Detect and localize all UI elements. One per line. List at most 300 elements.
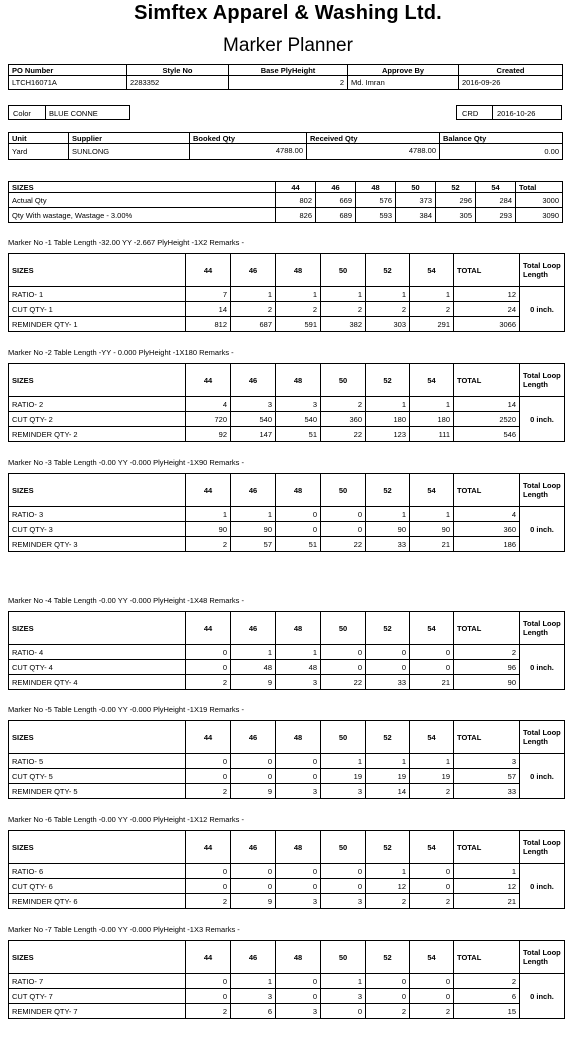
loop-length-value: 0 inch. bbox=[520, 754, 565, 799]
table-row bbox=[9, 989, 565, 1004]
marker-header-cell: TOTAL bbox=[454, 721, 520, 754]
cell: 21 bbox=[410, 675, 454, 690]
marker-header-cell: Total Loop Length bbox=[520, 364, 565, 397]
marker-header-cell: 48 bbox=[276, 721, 321, 754]
cell: 360 bbox=[321, 412, 366, 427]
marker-header-cell: Total Loop Length bbox=[520, 831, 565, 864]
row-label: RATIO- 2 bbox=[9, 397, 186, 412]
row-label: CUT QTY- 4 bbox=[9, 660, 186, 675]
marker-header-cell: 50 bbox=[321, 831, 366, 864]
cell: 57 bbox=[231, 537, 276, 552]
report-title: Marker Planner bbox=[223, 35, 353, 56]
cell: 0 bbox=[410, 989, 454, 1004]
row-label: REMINDER QTY- 1 bbox=[9, 317, 186, 332]
loop-length-value: 0 inch. bbox=[520, 397, 565, 442]
cell: 0 bbox=[410, 879, 454, 894]
cell: 2 bbox=[410, 1004, 454, 1019]
base-plyheight-value: 2 bbox=[229, 76, 348, 90]
table-row bbox=[9, 302, 565, 317]
base-plyheight-header: Base PlyHeight bbox=[229, 65, 348, 76]
marker-caption: Marker No -2 Table Length -YY - 0.000 PlyHeight -1X180 Remarks - bbox=[8, 348, 234, 357]
cell: 48 bbox=[231, 660, 276, 675]
loop-length-value: 0 inch. bbox=[520, 507, 565, 552]
marker-header-cell: 46 bbox=[231, 721, 276, 754]
marker-header-cell: 54 bbox=[410, 254, 454, 287]
marker-header-cell: 50 bbox=[321, 941, 366, 974]
marker-header-cell: SIZES bbox=[9, 474, 186, 507]
cell: 3 bbox=[276, 1004, 321, 1019]
cell: 0 bbox=[321, 1004, 366, 1019]
cell: 90 bbox=[366, 522, 410, 537]
cell: 1 bbox=[321, 974, 366, 989]
size-44-header: 44 bbox=[276, 182, 316, 193]
cell: 2 bbox=[276, 302, 321, 317]
cell: 3 bbox=[321, 784, 366, 799]
cell: 9 bbox=[231, 784, 276, 799]
cell: 687 bbox=[231, 317, 276, 332]
cell: 669 bbox=[316, 193, 356, 208]
marker-caption: Marker No -6 Table Length -0.00 YY -0.000 PlyHeight -1X12 Remarks - bbox=[8, 815, 244, 824]
marker-header-cell: 46 bbox=[231, 831, 276, 864]
marker-header-cell: 50 bbox=[321, 721, 366, 754]
cell: 2 bbox=[186, 784, 231, 799]
cell: 3 bbox=[321, 989, 366, 1004]
cell: 293 bbox=[476, 208, 516, 223]
po-number-value: LTCH16071A bbox=[9, 76, 127, 90]
crd-label: CRD bbox=[462, 109, 479, 118]
cell: 3 bbox=[321, 894, 366, 909]
size-48-header: 48 bbox=[356, 182, 396, 193]
cell: 0 bbox=[231, 879, 276, 894]
cell: 2 bbox=[366, 1004, 410, 1019]
size-46-header: 46 bbox=[316, 182, 356, 193]
total-header: Total bbox=[516, 182, 563, 193]
marker-header-cell: 52 bbox=[366, 612, 410, 645]
cell: 0 bbox=[186, 974, 231, 989]
cell: 0 bbox=[276, 507, 321, 522]
marker-header-cell: 46 bbox=[231, 612, 276, 645]
marker-header-cell: 46 bbox=[231, 254, 276, 287]
cell: 1 bbox=[276, 645, 321, 660]
cell: 1 bbox=[366, 397, 410, 412]
marker-header-cell: 54 bbox=[410, 831, 454, 864]
cell: 6 bbox=[454, 989, 520, 1004]
cell: 720 bbox=[186, 412, 231, 427]
marker-caption: Marker No -4 Table Length -0.00 YY -0.000 PlyHeight -1X48 Remarks - bbox=[8, 596, 244, 605]
loop-length-value: 0 inch. bbox=[520, 974, 565, 1019]
cell: 0 bbox=[231, 769, 276, 784]
cell: 0 bbox=[276, 754, 321, 769]
cell: 546 bbox=[454, 427, 520, 442]
cell: 0 bbox=[410, 974, 454, 989]
cell: 180 bbox=[410, 412, 454, 427]
cell: 57 bbox=[454, 769, 520, 784]
cell: 284 bbox=[476, 193, 516, 208]
table-row bbox=[9, 397, 565, 412]
cell: 2 bbox=[186, 537, 231, 552]
cell: 33 bbox=[454, 784, 520, 799]
marker-header-cell: 48 bbox=[276, 612, 321, 645]
cell: 1 bbox=[231, 645, 276, 660]
cell: 3066 bbox=[454, 317, 520, 332]
cell: 1 bbox=[231, 507, 276, 522]
cell: 147 bbox=[231, 427, 276, 442]
row-label: RATIO- 3 bbox=[9, 507, 186, 522]
cell: 0 bbox=[276, 769, 321, 784]
marker-table bbox=[8, 720, 565, 799]
marker-header-cell: 54 bbox=[410, 474, 454, 507]
marker-table bbox=[8, 473, 565, 552]
cell: 14 bbox=[454, 397, 520, 412]
cell: 51 bbox=[276, 427, 321, 442]
cell: 22 bbox=[321, 537, 366, 552]
cell: 19 bbox=[321, 769, 366, 784]
marker-header-cell: 52 bbox=[366, 941, 410, 974]
cell: 2520 bbox=[454, 412, 520, 427]
marker-header-cell: 52 bbox=[366, 474, 410, 507]
cell: 826 bbox=[276, 208, 316, 223]
cell: 0 bbox=[321, 660, 366, 675]
size-50-header: 50 bbox=[396, 182, 436, 193]
cell: 576 bbox=[356, 193, 396, 208]
cell: 3000 bbox=[516, 193, 563, 208]
cell: 0 bbox=[321, 879, 366, 894]
cell: 0 bbox=[276, 989, 321, 1004]
cell: 3 bbox=[276, 784, 321, 799]
row-label: CUT QTY- 3 bbox=[9, 522, 186, 537]
cell: 21 bbox=[454, 894, 520, 909]
cell: 2 bbox=[186, 1004, 231, 1019]
table-row bbox=[9, 784, 565, 799]
marker-caption: Marker No -5 Table Length -0.00 YY -0.000 PlyHeight -1X19 Remarks - bbox=[8, 705, 244, 714]
marker-header-cell: SIZES bbox=[9, 254, 186, 287]
marker-caption: Marker No -3 Table Length -0.00 YY -0.000 PlyHeight -1X90 Remarks - bbox=[8, 458, 244, 467]
cell: 7 bbox=[186, 287, 231, 302]
cell: 186 bbox=[454, 537, 520, 552]
style-no-header: Style No bbox=[127, 65, 229, 76]
created-header: Created bbox=[459, 65, 563, 76]
table-row bbox=[9, 879, 565, 894]
cell: 14 bbox=[186, 302, 231, 317]
company-name: Simftex Apparel & Washing Ltd. bbox=[134, 2, 442, 24]
marker-header-cell: 44 bbox=[186, 364, 231, 397]
cell: 6 bbox=[231, 1004, 276, 1019]
marker-header-cell: 54 bbox=[410, 364, 454, 397]
marker-header-cell: 46 bbox=[231, 474, 276, 507]
marker-header-cell: TOTAL bbox=[454, 474, 520, 507]
cell: 0 bbox=[276, 864, 321, 879]
cell: 90 bbox=[231, 522, 276, 537]
cell: 2 bbox=[366, 302, 410, 317]
cell: 4 bbox=[454, 507, 520, 522]
booked-qty-header: Booked Qty bbox=[190, 133, 307, 144]
marker-header-cell: 52 bbox=[366, 254, 410, 287]
table-row bbox=[9, 317, 565, 332]
row-label: REMINDER QTY- 4 bbox=[9, 675, 186, 690]
cell: 0 bbox=[410, 645, 454, 660]
cell: 22 bbox=[321, 675, 366, 690]
table-row bbox=[9, 208, 563, 223]
cell: 0 bbox=[276, 522, 321, 537]
marker-table bbox=[8, 363, 565, 442]
marker-header-cell: 46 bbox=[231, 364, 276, 397]
table-row bbox=[9, 864, 565, 879]
cell: 384 bbox=[396, 208, 436, 223]
marker-header-cell: SIZES bbox=[9, 364, 186, 397]
cell: 2 bbox=[186, 894, 231, 909]
marker-header-cell: 46 bbox=[231, 941, 276, 974]
marker-header-cell: TOTAL bbox=[454, 941, 520, 974]
color-divider bbox=[45, 106, 46, 119]
marker-header-cell: 54 bbox=[410, 721, 454, 754]
marker-table bbox=[8, 830, 565, 909]
row-label: RATIO- 1 bbox=[9, 287, 186, 302]
row-label: CUT QTY- 6 bbox=[9, 879, 186, 894]
supplier-header: Supplier bbox=[69, 133, 190, 144]
cell: 812 bbox=[186, 317, 231, 332]
marker-header-cell: SIZES bbox=[9, 721, 186, 754]
cell: 1 bbox=[366, 507, 410, 522]
marker-header-cell: TOTAL bbox=[454, 254, 520, 287]
size-54-header: 54 bbox=[476, 182, 516, 193]
supply-table bbox=[8, 132, 563, 160]
row-label: REMINDER QTY- 5 bbox=[9, 784, 186, 799]
cell: 305 bbox=[436, 208, 476, 223]
cell: 2 bbox=[366, 894, 410, 909]
cell: 180 bbox=[366, 412, 410, 427]
cell: 12 bbox=[454, 287, 520, 302]
cell: 22 bbox=[321, 427, 366, 442]
marker-table bbox=[8, 611, 565, 690]
cell: 0 bbox=[186, 864, 231, 879]
marker-header-cell: 44 bbox=[186, 474, 231, 507]
cell: 1 bbox=[366, 864, 410, 879]
row-label: CUT QTY- 7 bbox=[9, 989, 186, 1004]
row-label: Actual Qty bbox=[9, 193, 276, 208]
sizes-header: SIZES bbox=[9, 182, 276, 193]
marker-header-cell: 48 bbox=[276, 941, 321, 974]
cell: 15 bbox=[454, 1004, 520, 1019]
cell: 1 bbox=[410, 754, 454, 769]
cell: 591 bbox=[276, 317, 321, 332]
loop-length-value: 0 inch. bbox=[520, 645, 565, 690]
cell: 0 bbox=[186, 879, 231, 894]
cell: 0 bbox=[410, 660, 454, 675]
cell: 90 bbox=[186, 522, 231, 537]
marker-header-cell: 44 bbox=[186, 941, 231, 974]
po-number-header: PO Number bbox=[9, 65, 127, 76]
marker-header-cell: 54 bbox=[410, 612, 454, 645]
crd-divider bbox=[492, 106, 493, 119]
cell: 1 bbox=[410, 287, 454, 302]
marker-header-cell: 44 bbox=[186, 721, 231, 754]
cell: 2 bbox=[410, 302, 454, 317]
cell: 3090 bbox=[516, 208, 563, 223]
row-label: CUT QTY- 5 bbox=[9, 769, 186, 784]
supplier-value: SUNLONG bbox=[69, 144, 190, 160]
cell: 2 bbox=[321, 302, 366, 317]
cell: 1 bbox=[231, 287, 276, 302]
cell: 90 bbox=[454, 675, 520, 690]
cell: 19 bbox=[410, 769, 454, 784]
marker-header-cell: 50 bbox=[321, 612, 366, 645]
marker-header-cell: 44 bbox=[186, 254, 231, 287]
cell: 24 bbox=[454, 302, 520, 317]
cell: 0 bbox=[186, 769, 231, 784]
marker-header-cell: SIZES bbox=[9, 941, 186, 974]
cell: 0 bbox=[321, 864, 366, 879]
cell: 0 bbox=[366, 645, 410, 660]
marker-header-cell: Total Loop Length bbox=[520, 474, 565, 507]
cell: 0 bbox=[321, 645, 366, 660]
marker-header-cell: 52 bbox=[366, 364, 410, 397]
cell: 2 bbox=[321, 397, 366, 412]
row-label: Qty With wastage, Wastage - 3.00% bbox=[9, 208, 276, 223]
cell: 540 bbox=[231, 412, 276, 427]
cell: 0 bbox=[186, 660, 231, 675]
balance-qty-header: Balance Qty bbox=[440, 133, 563, 144]
cell: 48 bbox=[276, 660, 321, 675]
cell: 360 bbox=[454, 522, 520, 537]
cell: 0 bbox=[186, 754, 231, 769]
marker-header-cell: 48 bbox=[276, 254, 321, 287]
booked-qty-value: 4788.00 bbox=[190, 144, 307, 159]
marker-header-cell: 48 bbox=[276, 831, 321, 864]
table-row bbox=[9, 660, 565, 675]
cell: 0 bbox=[276, 974, 321, 989]
unit-header: Unit bbox=[9, 133, 69, 144]
cell: 3 bbox=[231, 989, 276, 1004]
marker-header-cell: 48 bbox=[276, 364, 321, 397]
cell: 0 bbox=[231, 864, 276, 879]
color-label: Color bbox=[13, 109, 31, 118]
marker-header-cell: TOTAL bbox=[454, 612, 520, 645]
balance-qty-value: 0.00 bbox=[440, 144, 563, 160]
cell: 689 bbox=[316, 208, 356, 223]
cell: 9 bbox=[231, 675, 276, 690]
marker-header-cell: 50 bbox=[321, 474, 366, 507]
marker-header-cell: Total Loop Length bbox=[520, 612, 565, 645]
table-row bbox=[9, 522, 565, 537]
marker-caption: Marker No -7 Table Length -0.00 YY -0.000 PlyHeight -1X3 Remarks - bbox=[8, 925, 240, 934]
cell: 0 bbox=[366, 974, 410, 989]
cell: 33 bbox=[366, 675, 410, 690]
cell: 1 bbox=[321, 754, 366, 769]
cell: 0 bbox=[410, 864, 454, 879]
crd-value: 2016-10-26 bbox=[497, 109, 536, 118]
row-label: RATIO- 6 bbox=[9, 864, 186, 879]
cell: 0 bbox=[276, 879, 321, 894]
marker-header-cell: 52 bbox=[366, 831, 410, 864]
booked-received-cell bbox=[190, 144, 440, 160]
row-label: RATIO- 5 bbox=[9, 754, 186, 769]
table-row bbox=[9, 645, 565, 660]
cell: 1 bbox=[321, 287, 366, 302]
table-row bbox=[9, 287, 565, 302]
cell: 1 bbox=[454, 864, 520, 879]
cell: 51 bbox=[276, 537, 321, 552]
po-table bbox=[8, 64, 563, 90]
marker-header-cell: 54 bbox=[410, 941, 454, 974]
cell: 1 bbox=[276, 287, 321, 302]
cell: 1 bbox=[410, 397, 454, 412]
cell: 111 bbox=[410, 427, 454, 442]
marker-table bbox=[8, 940, 565, 1019]
cell: 0 bbox=[231, 754, 276, 769]
cell: 3 bbox=[454, 754, 520, 769]
table-row bbox=[9, 894, 565, 909]
sizes-summary-table bbox=[8, 181, 563, 223]
cell: 90 bbox=[410, 522, 454, 537]
cell: 2 bbox=[454, 645, 520, 660]
cell: 0 bbox=[366, 989, 410, 1004]
marker-caption: Marker No -1 Table Length -32.00 YY -2.667 PlyHeight -1X2 Remarks - bbox=[8, 238, 244, 247]
marker-header-cell: 44 bbox=[186, 831, 231, 864]
row-label: RATIO- 4 bbox=[9, 645, 186, 660]
row-label: REMINDER QTY- 2 bbox=[9, 427, 186, 442]
row-label: RATIO- 7 bbox=[9, 974, 186, 989]
marker-header-cell: SIZES bbox=[9, 831, 186, 864]
cell: 3 bbox=[276, 397, 321, 412]
marker-header-cell: TOTAL bbox=[454, 364, 520, 397]
cell: 0 bbox=[366, 660, 410, 675]
marker-header-cell: 48 bbox=[276, 474, 321, 507]
table-row bbox=[9, 675, 565, 690]
marker-header-cell: 50 bbox=[321, 254, 366, 287]
loop-length-value: 0 inch. bbox=[520, 287, 565, 332]
table-row bbox=[9, 769, 565, 784]
received-qty-value: 4788.00 bbox=[408, 146, 436, 155]
table-row bbox=[9, 1004, 565, 1019]
cell: 0 bbox=[186, 645, 231, 660]
table-row bbox=[9, 974, 565, 989]
marker-header-cell: SIZES bbox=[9, 612, 186, 645]
row-label: REMINDER QTY- 3 bbox=[9, 537, 186, 552]
table-row bbox=[9, 507, 565, 522]
marker-header-cell: 50 bbox=[321, 364, 366, 397]
approve-by-value: Md. Imran bbox=[348, 76, 459, 90]
cell: 3 bbox=[276, 894, 321, 909]
color-value: BLUE CONNE bbox=[49, 109, 98, 118]
cell: 373 bbox=[396, 193, 436, 208]
cell: 123 bbox=[366, 427, 410, 442]
cell: 802 bbox=[276, 193, 316, 208]
cell: 291 bbox=[410, 317, 454, 332]
size-52-header: 52 bbox=[436, 182, 476, 193]
row-label: CUT QTY- 1 bbox=[9, 302, 186, 317]
cell: 12 bbox=[366, 879, 410, 894]
marker-header-cell: Total Loop Length bbox=[520, 254, 565, 287]
row-label: REMINDER QTY- 7 bbox=[9, 1004, 186, 1019]
marker-table bbox=[8, 253, 565, 332]
table-row bbox=[9, 754, 565, 769]
cell: 0 bbox=[321, 522, 366, 537]
marker-header-cell: TOTAL bbox=[454, 831, 520, 864]
cell: 92 bbox=[186, 427, 231, 442]
cell: 19 bbox=[366, 769, 410, 784]
cell: 9 bbox=[231, 894, 276, 909]
cell: 2 bbox=[186, 675, 231, 690]
cell: 0 bbox=[321, 507, 366, 522]
cell: 3 bbox=[231, 397, 276, 412]
cell: 3 bbox=[276, 675, 321, 690]
approve-by-header: Approve By bbox=[348, 65, 459, 76]
row-label: CUT QTY- 2 bbox=[9, 412, 186, 427]
cell: 14 bbox=[366, 784, 410, 799]
cell: 2 bbox=[231, 302, 276, 317]
marker-header-cell: Total Loop Length bbox=[520, 941, 565, 974]
cell: 1 bbox=[410, 507, 454, 522]
